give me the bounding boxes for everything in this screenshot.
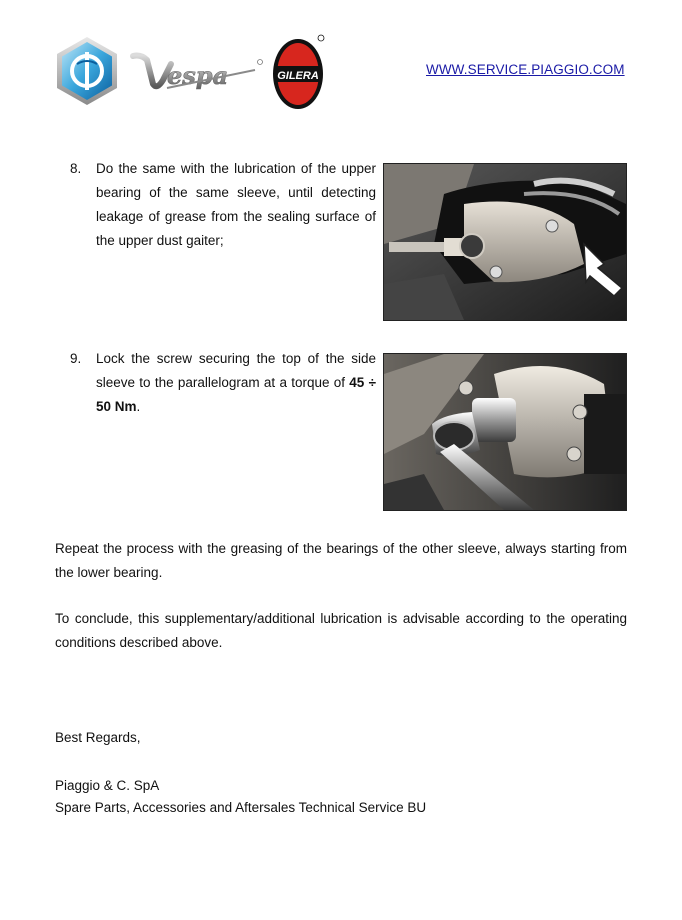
paragraph-repeat-process: Repeat the process with the greasing of the bearings of the other sleeve, always starting from the lower bearing.	[55, 541, 627, 580]
torque-wrench-photo	[384, 354, 626, 510]
torque-value: 45 ÷ 50 Nm	[96, 375, 376, 414]
paragraph-conclusion: To conclude, this supplementary/additional lubrication is advisable according to the operating conditions described above.	[55, 611, 627, 650]
step-8-photo	[383, 163, 627, 321]
closing-greeting: Best Regards,	[55, 730, 141, 745]
step-text-end: .	[136, 399, 141, 414]
grease-gun-on-bearing-photo	[384, 164, 626, 320]
website-link[interactable]: WWW.SERVICE.PIAGGIO.COM	[426, 62, 625, 77]
svg-text:espa: espa	[167, 61, 229, 90]
department-name: Spare Parts, Accessories and Aftersales Technical Service BU	[55, 800, 427, 815]
gilera-logo-icon	[271, 33, 325, 111]
step-number: 8.	[70, 161, 82, 176]
piaggio-logo-icon	[55, 36, 119, 106]
svg-text:GILERA: GILERA	[277, 70, 319, 82]
step-text-start: Lock the screw securing the top of the side sleeve to the parallelogram at a torque of	[96, 351, 376, 390]
company-name: Piaggio & C. SpA	[55, 778, 160, 793]
page-header	[0, 0, 682, 120]
step-text	[96, 347, 376, 419]
step-8	[70, 157, 376, 253]
step-9-photo	[383, 353, 627, 511]
step-text: Do the same with the lubrication of the upper bearing of the same sleeve, until detecting leakage of grease from the sealing surface of the upper dust gaiter;	[96, 161, 376, 248]
step-number: 9.	[70, 351, 82, 366]
vespa-logo-icon	[127, 50, 265, 94]
step-9	[70, 347, 376, 419]
